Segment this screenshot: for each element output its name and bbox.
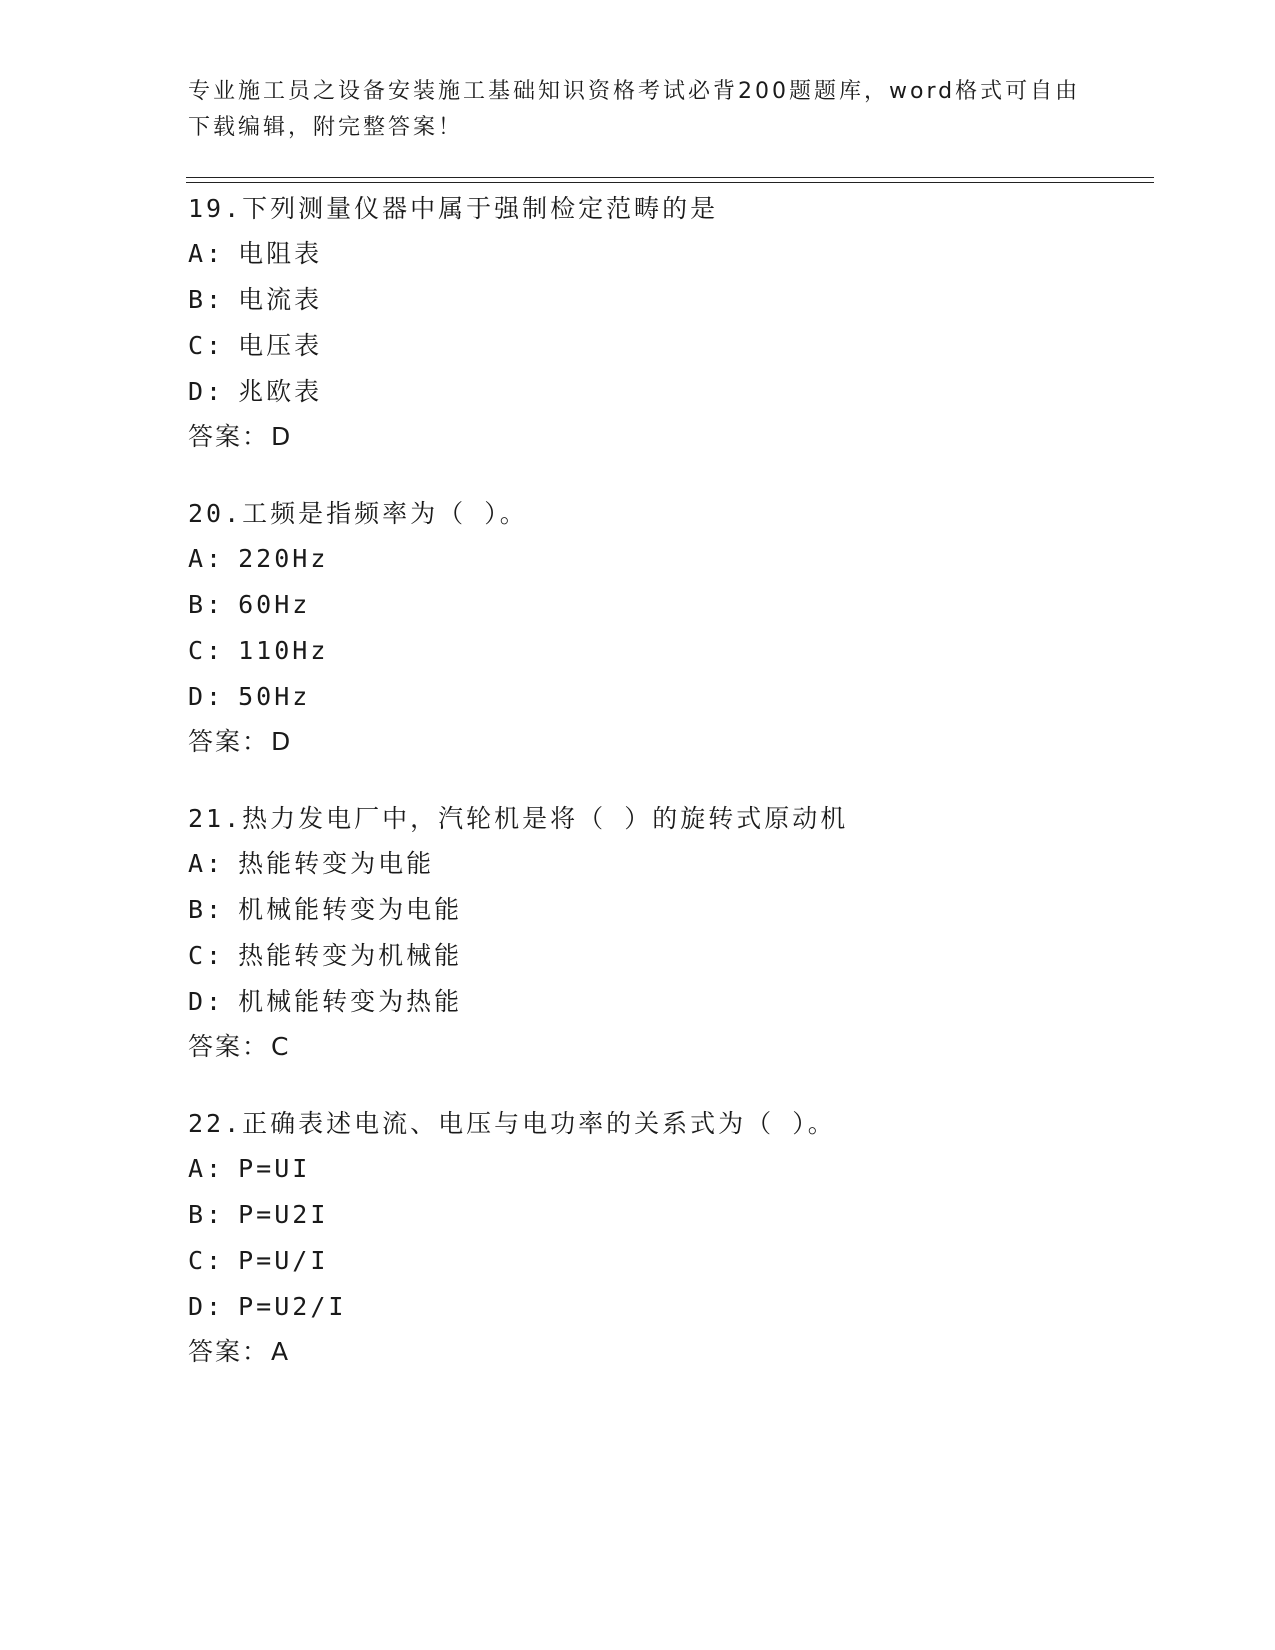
option-b — [188, 887, 1148, 933]
option-letter: B: — [188, 590, 225, 619]
answer-value: A — [271, 1337, 291, 1366]
option-text: 220Hz — [238, 544, 329, 573]
option-d — [188, 1284, 1148, 1330]
option-d — [188, 979, 1148, 1025]
answer-label: 答案： — [188, 727, 270, 756]
option-text: P=U/I — [238, 1246, 329, 1275]
option-c — [188, 628, 1148, 674]
question-title: 22.正确表述电流、电压与电功率的关系式为（ ）。 — [188, 1109, 836, 1138]
answer-line — [188, 415, 1148, 459]
option-text: 热能转变为机械能 — [238, 941, 463, 970]
answer-label: 答案： — [188, 422, 270, 451]
option-a — [188, 231, 1148, 277]
option-text: 110Hz — [238, 636, 329, 665]
answer-line — [188, 1025, 1148, 1069]
option-text: 机械能转变为热能 — [238, 987, 463, 1016]
option-c — [188, 933, 1148, 979]
header-divider-bottom — [186, 182, 1154, 183]
option-a — [188, 536, 1148, 582]
answer-label: 答案： — [188, 1032, 270, 1061]
option-b — [188, 277, 1148, 323]
option-letter: B: — [188, 895, 225, 924]
question-22 — [188, 1102, 1148, 1374]
answer-line — [188, 1330, 1148, 1374]
option-letter: C: — [188, 941, 225, 970]
option-text: 电压表 — [238, 331, 323, 360]
answer-value: D — [271, 422, 293, 451]
option-text: P=U2I — [238, 1200, 329, 1229]
option-letter: A: — [188, 239, 225, 268]
answer-value: D — [271, 727, 293, 756]
option-a — [188, 841, 1148, 887]
question-19 — [188, 187, 1148, 459]
option-letter: C: — [188, 636, 225, 665]
option-letter: A: — [188, 849, 225, 878]
option-letter: B: — [188, 285, 225, 314]
option-d — [188, 369, 1148, 415]
option-b — [188, 1192, 1148, 1238]
option-letter: C: — [188, 1246, 225, 1275]
option-letter: C: — [188, 331, 225, 360]
option-letter: D: — [188, 682, 225, 711]
option-letter: D: — [188, 1292, 225, 1321]
header-line-2: 下载编辑，附完整答案！ — [188, 115, 464, 140]
question-20 — [188, 492, 1148, 764]
option-letter: A: — [188, 544, 225, 573]
option-text: 50Hz — [238, 682, 311, 711]
option-text: 兆欧表 — [238, 377, 323, 406]
question-title: 19.下列测量仪器中属于强制检定范畴的是 — [188, 194, 719, 223]
answer-label: 答案： — [188, 1337, 270, 1366]
option-c — [188, 1238, 1148, 1284]
option-letter: D: — [188, 987, 225, 1016]
document-header — [188, 74, 1088, 146]
option-text: P=UI — [238, 1154, 311, 1183]
option-letter: D: — [188, 377, 225, 406]
header-line-1: 专业施工员之设备安装施工基础知识资格考试必背200题题库，word格式可自由 — [188, 79, 1081, 104]
question-title: 20.工频是指频率为（ ）。 — [188, 499, 528, 528]
option-letter: A: — [188, 1154, 225, 1183]
answer-value: C — [271, 1032, 291, 1061]
header-divider-top — [186, 177, 1154, 178]
option-c — [188, 323, 1148, 369]
answer-line — [188, 720, 1148, 764]
question-21 — [188, 797, 1148, 1069]
option-d — [188, 674, 1148, 720]
option-text: 60Hz — [238, 590, 311, 619]
option-letter: B: — [188, 1200, 225, 1229]
option-text: 热能转变为电能 — [238, 849, 435, 878]
option-a — [188, 1146, 1148, 1192]
option-b — [188, 582, 1148, 628]
option-text: 电流表 — [238, 285, 323, 314]
question-title: 21.热力发电厂中，汽轮机是将（ ）的旋转式原动机 — [188, 804, 849, 833]
option-text: P=U2/I — [238, 1292, 347, 1321]
option-text: 电阻表 — [238, 239, 323, 268]
option-text: 机械能转变为电能 — [238, 895, 463, 924]
